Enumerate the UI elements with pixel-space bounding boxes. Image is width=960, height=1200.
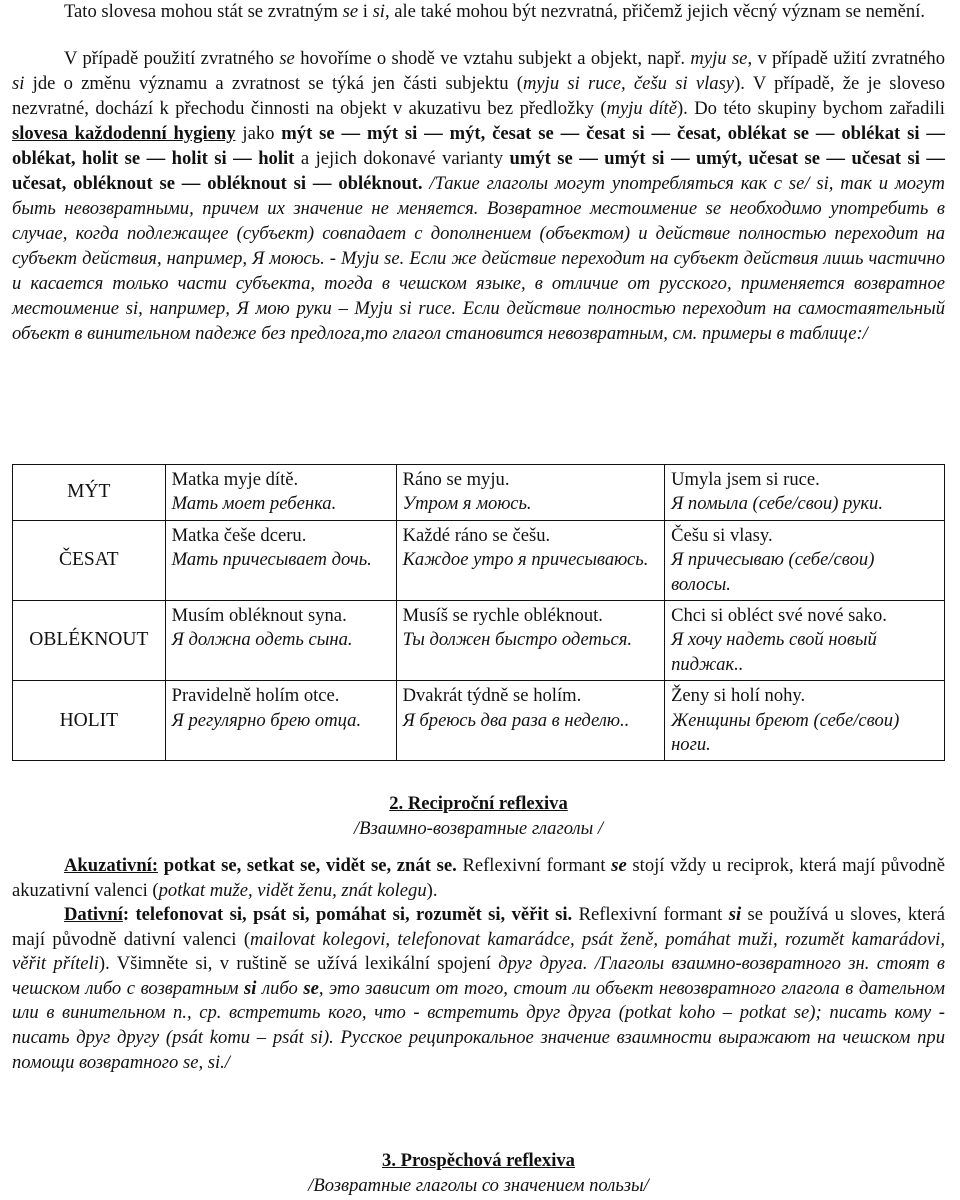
russian-sentence: Мать причесывает дочь. <box>171 549 372 571</box>
russian-sentence: Я хочу надеть свой новый пиджак.. <box>671 629 877 675</box>
verb-header-cell <box>13 520 166 600</box>
table-cell <box>665 681 945 761</box>
table-row <box>13 601 945 681</box>
verb-header-cell <box>13 601 166 681</box>
table-row <box>13 681 945 761</box>
czech-sentence: Musím obléknout syna. <box>171 605 347 627</box>
czech-sentence: Musíš se rychle obléknout. <box>402 605 603 627</box>
table-cell <box>396 520 665 600</box>
verb-label: OBLÉKNOUT <box>29 629 149 651</box>
intro-text: Tato slovesa mohou stát se zvratným <box>64 1 343 22</box>
p2-text: jde o změnu významu a zvratnost se týká jen části subjektu ( <box>24 73 523 94</box>
russian-sentence: Каждое утро я причесываюсь. <box>402 549 649 571</box>
table-cell <box>665 601 945 681</box>
czech-sentence: Každé ráno se češu. <box>402 524 551 546</box>
russian-note: . /Глаголы взаимно-возвратного зн. стоят в чешском либо с возвратным <box>12 953 945 999</box>
table-cell <box>396 465 665 521</box>
table-cell <box>165 465 396 521</box>
russian-sentence: Ты должен быстро одеться. <box>402 629 632 651</box>
p2-example: myju se <box>690 48 748 69</box>
czech-sentence: Matka češe dceru. <box>171 524 307 546</box>
verb-examples-table <box>12 464 945 761</box>
czech-sentence: Matka myje dítě. <box>171 469 299 490</box>
czech-sentence: Češu si vlasy. <box>671 524 773 546</box>
accusative-text: Reflexivní formant <box>456 855 612 876</box>
verb-header-cell <box>13 465 166 521</box>
russian-note: , это зависит от того, стоит ли объект невозвратного глагола в дательном или в винительном п., ср. встретить кого, что - встретить друг друга (potkat koho – potkat se); писать кому - писать друг другу (psát komu – psát si). Русское реципрокальное значение взаимности выражают на чешском при помощи возвратного se, si./ <box>12 977 945 1073</box>
russian-sentence: Я причесываю (себе/свои) волосы. <box>671 549 875 595</box>
p2-text: hovoříme o shodě ve vztahu subjekt a objekt, např. <box>294 48 691 69</box>
czech-sentence: Pravidelně holím otce. <box>171 685 340 707</box>
verb-list-perfective: umýt se — umýt si — umýt, učesat se — učesat si — učesat, obléknout se — obléknout si — obléknout. <box>12 148 945 194</box>
russian-sentence: Мать моет ребенка. <box>171 493 337 515</box>
dative-verbs: : telefonovat si, psát si, pomáhat si, rozumět si, věřit si. <box>122 904 573 925</box>
dative-text: Reflexivní formant <box>572 904 729 925</box>
table-cell <box>165 681 396 761</box>
dative-text: se používá u sloves, která mají původně dativní valenci ( <box>12 904 945 950</box>
section-2-heading-block <box>12 792 945 841</box>
russian-sentence: Я регулярно брею отца. <box>171 709 362 731</box>
section-3-title: 3. Prospěchová reflexiva <box>382 1150 575 1171</box>
table-cell <box>165 601 396 681</box>
dative-paragraph <box>12 903 945 1075</box>
dative-label: Dativní <box>64 904 123 925</box>
p2-text: ). V případě, že je sloveso nezvratné, dochází k přechodu činnosti na objekt v akuzativu bez předložky ( <box>12 73 946 119</box>
intro-se: se <box>342 1 359 22</box>
intro-si: si <box>372 1 385 22</box>
section-2-subtitle: /Взаимно-возвратные глаголы / <box>353 817 604 839</box>
verb-header-cell <box>13 681 166 761</box>
intro-text: i <box>358 1 373 22</box>
russian-sentence: Женщины бреют (себе/свои) ноги. <box>671 709 900 756</box>
dative-text: ). Všimněte si, v ruštině se užívá lexikální spojení <box>98 953 499 975</box>
russian-sentence: Утром я моюсь. <box>402 493 532 515</box>
intro-text: , ale také mohou být nezvratná, přičemž jejich věcný význam se nemění. <box>384 1 926 22</box>
table-row <box>13 465 945 521</box>
p2-example: myju dítě <box>606 98 677 119</box>
accusative-text: ). <box>426 879 438 901</box>
russian-sentence: Я должна одеть сына. <box>171 629 353 651</box>
table-cell <box>165 520 396 600</box>
p2-text: a jejich dokonavé varianty <box>294 148 510 169</box>
russian-sentence: Я бреюсь два раза в неделю.. <box>402 709 630 731</box>
accusative-se: se <box>611 855 627 876</box>
p2-text: V případě použití zvratného <box>64 48 280 69</box>
dative-examples: mailovat kolegovi, telefonovat kamarádce, psát ženě, pomáhat muži, rozumět kamarádovi, věřit příteli <box>12 928 945 975</box>
table-cell <box>665 465 945 521</box>
section-2-title: 2. Reciproční reflexiva <box>389 793 568 814</box>
russian-explanation: /Такие глаголы могут употребляться как с se/ si, так и могут быть невозвратными, причем их значение не меняется. Возвратное местоимение se необходимо употребить в случае, когда подлежащее (субъект) совпадает с дополнением (объектом) и действие полностью переходит на субъект действия, например, Я моюсь. - Myju se. Если же действие переходит на субъект действия лишь частично и касается только части субъекта, тогда в чешском языке, в отличие от русского, применяется возвратное местоимение si, например, Я мою руки – Myju si ruce. Если действие полностью переходит на самостаятельный объект в винительном падеже без предлога,то глагол становится невозвратным, см. примеры в таблице:/ <box>12 173 945 344</box>
verb-list-imperfective: mýt se — mýt si — mýt, česat se — česat si — česat, oblékat se — oblékat si — oblékat, holit se — holit si — holit <box>12 123 945 169</box>
verb-label: MÝT <box>67 481 111 503</box>
czech-sentence: Umyla jsem si ruce. <box>671 469 820 490</box>
verb-label: ČESAT <box>59 549 119 571</box>
section-3-heading-block <box>12 1149 945 1198</box>
p2-example: myju si ruce, češu si vlasy <box>522 73 735 94</box>
table-row <box>13 520 945 600</box>
czech-sentence: Ráno se myju. <box>402 469 510 490</box>
p2-se: se <box>279 48 295 69</box>
dative-si: si <box>728 904 742 925</box>
section-3-subtitle: /Возвратные глаголы со значением пользы/ <box>308 1174 649 1196</box>
russian-drug-druga: друг друга <box>498 953 583 975</box>
russian-note: либо <box>256 977 304 999</box>
table-cell <box>665 520 945 600</box>
accusative-paragraph <box>12 854 945 903</box>
russian-sentence: Я помыла (себе/свои) руки. <box>671 493 883 515</box>
p2-si: si <box>12 73 25 94</box>
accusative-text: stojí vždy u reciprok, která mají původně akuzativní valenci ( <box>12 855 945 901</box>
russian-note-si: si <box>244 977 257 999</box>
czech-sentence: Ženy si holí nohy. <box>671 685 806 707</box>
intro-paragraph-2 <box>12 46 945 346</box>
table-cell <box>396 681 665 761</box>
accusative-examples: potkat muže, vidět ženu, znát kolegu <box>158 879 427 901</box>
accusative-label: Akuzativní: <box>64 855 159 876</box>
p2-text: jako <box>235 123 282 144</box>
czech-sentence: Dvakrát týdně se holím. <box>402 685 582 707</box>
p2-text: ). Do této skupiny bychom zařadili <box>676 98 945 119</box>
table-cell <box>396 601 665 681</box>
russian-note-se: se <box>303 977 319 999</box>
accusative-verbs: potkat se, setkat se, vidět se, znát se. <box>158 855 457 876</box>
czech-sentence: Chci si obléct své nové sako. <box>671 605 887 627</box>
p2-text: , v případě užití zvratného <box>747 48 945 69</box>
hygiene-verbs-term: slovesa každodenní hygieny <box>12 123 236 144</box>
intro-paragraph-1 <box>12 0 945 25</box>
verb-label: HOLIT <box>59 709 119 731</box>
